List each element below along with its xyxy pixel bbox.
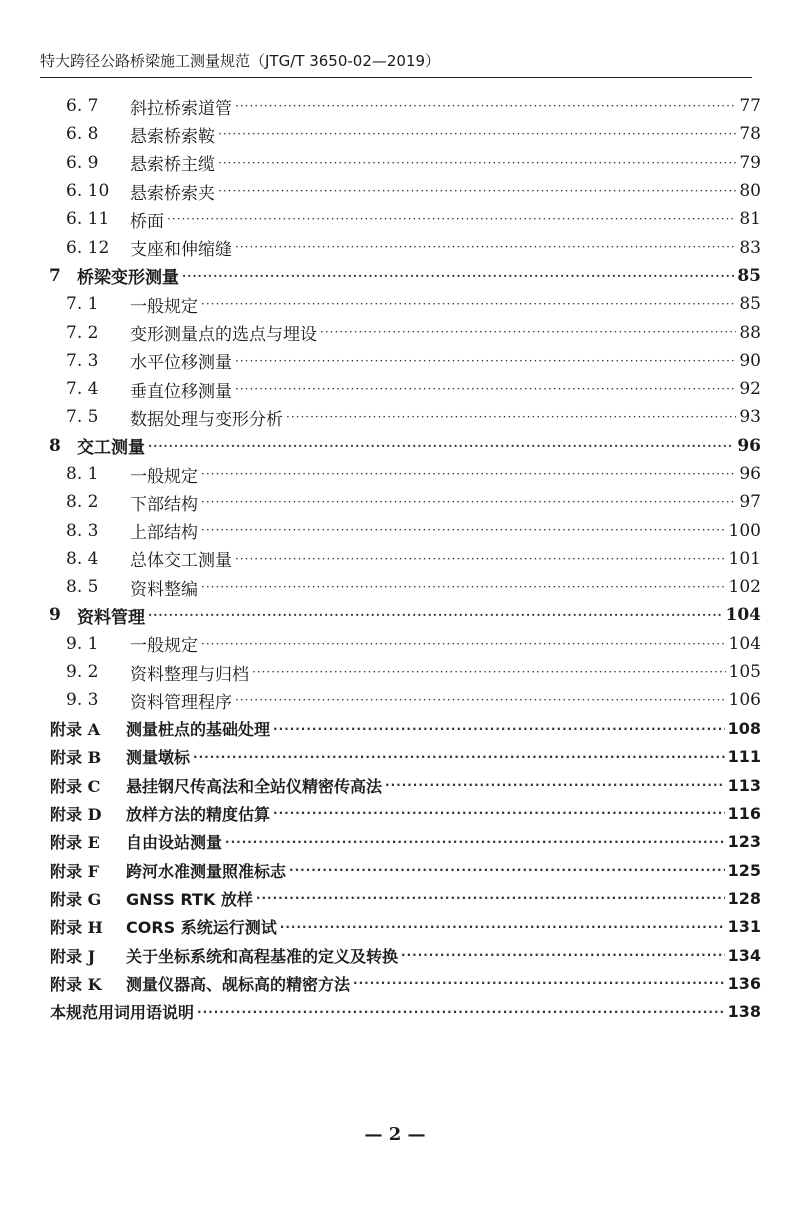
toc-entry-title: 下部结构: [130, 494, 198, 515]
running-header: 特大跨径公路桥梁施工测量规范（JTG/T 3650-02—2019）: [40, 52, 441, 70]
toc-entry[interactable]: [0, 884, 790, 912]
toc-entry-page: 106: [728, 690, 761, 711]
toc-entry[interactable]: [0, 149, 790, 177]
toc-entry-number: 附录 H: [50, 918, 103, 938]
dot-leader: [197, 998, 725, 1026]
toc-entry-page: 96: [739, 464, 761, 484]
toc-entry-title: 悬索桥主缆: [130, 155, 215, 176]
toc-entry-number: 附录 F: [50, 861, 99, 881]
toc-entry-page: 123: [727, 832, 761, 852]
toc-entry-title: 测量墩标: [126, 748, 191, 768]
toc-entry-number: 8. 2: [66, 492, 99, 513]
toc-entry-title: CORS 系统运行测试: [126, 918, 277, 938]
toc-entry-title: 上部结构: [130, 523, 198, 544]
dot-leader: [218, 120, 736, 148]
toc-entry-title: 悬索桥索夹: [130, 183, 215, 204]
toc-entry-number: 附录 C: [50, 776, 101, 796]
toc-entry-page: 88: [739, 322, 761, 343]
toc-entry-page: 131: [727, 917, 761, 937]
toc-entry-number: 7. 3: [66, 350, 99, 371]
toc-entry[interactable]: [0, 913, 790, 941]
toc-entry-page: 80: [739, 181, 761, 202]
toc-entry[interactable]: [0, 205, 790, 233]
dot-leader: [218, 149, 736, 177]
toc-entry-number: 9. 3: [66, 690, 99, 711]
dot-leader: [235, 92, 736, 120]
toc-entry-page: 85: [737, 265, 761, 286]
toc-entry[interactable]: [0, 941, 790, 969]
toc-entry-number: 8. 1: [66, 464, 99, 484]
toc-entry-page: 125: [727, 860, 761, 880]
toc-entry-title: 交工测量: [77, 438, 145, 459]
toc-entry-page: 85: [739, 294, 761, 315]
toc-entry-title: 本规范用词用语说明: [50, 1003, 195, 1023]
toc-entry-number: 附录 G: [50, 889, 102, 909]
toc-entry-page: 128: [727, 888, 761, 908]
toc-entry-page: 138: [727, 1002, 761, 1022]
toc-entry-page: 78: [739, 124, 761, 145]
toc-entry-number: 6. 8: [66, 124, 99, 145]
toc-entry-title: 资料整编: [130, 579, 198, 600]
toc-entry[interactable]: [0, 488, 790, 516]
toc-entry-page: 97: [739, 492, 761, 513]
toc-entry[interactable]: [0, 318, 790, 346]
toc-entry-title: 一般规定: [130, 466, 198, 487]
toc-entry-page: 108: [727, 719, 761, 739]
toc-entry[interactable]: [0, 92, 790, 120]
toc-entry[interactable]: [0, 630, 790, 658]
toc-entry-title: 资料管理程序: [130, 692, 232, 713]
dot-leader: [235, 545, 726, 573]
toc-entry-number: 6. 9: [66, 152, 99, 173]
toc-entry-page: 104: [728, 633, 761, 654]
toc-entry-number: 8. 3: [66, 520, 99, 541]
toc-entry-title: 关于坐标系统和高程基准的定义及转换: [126, 946, 399, 966]
toc-entry[interactable]: [0, 856, 790, 884]
toc-entry-title: 悬索桥索鞍: [130, 126, 215, 147]
toc-entry-title: 资料管理: [77, 607, 145, 628]
toc-entry-page: 113: [727, 775, 761, 795]
toc-entry-number: 7: [49, 265, 61, 286]
dot-leader: [182, 262, 734, 290]
toc-entry[interactable]: [0, 545, 790, 573]
toc-entry-page: 136: [727, 973, 761, 993]
toc-entry-number: 8: [49, 435, 61, 456]
toc-entry-number: 6. 11: [66, 209, 110, 230]
toc-entry[interactable]: [0, 177, 790, 205]
dot-leader: [289, 856, 725, 884]
toc-entry-title: 自由设站测量: [126, 833, 223, 853]
header-rule: [40, 77, 752, 78]
dot-leader: [353, 969, 725, 997]
toc-entry-title: 桥面: [130, 211, 164, 232]
dot-leader: [193, 743, 725, 771]
toc-entry-number: 附录 J: [50, 946, 96, 966]
toc-entry[interactable]: [0, 347, 790, 375]
toc-entry-number: 7. 2: [66, 322, 99, 343]
toc-entry-page: 92: [739, 379, 761, 400]
toc-entry[interactable]: [0, 120, 790, 148]
dot-leader: [201, 573, 726, 601]
toc-entry-page: 116: [727, 804, 761, 824]
toc-entry-title: 变形测量点的选点与埋设: [130, 325, 317, 346]
dot-leader: [280, 913, 725, 941]
toc-entry[interactable]: [0, 375, 790, 403]
toc-entry-number: 附录 D: [50, 805, 102, 825]
toc-entry[interactable]: [0, 460, 790, 488]
toc-entry[interactable]: [0, 403, 790, 431]
toc-entry-number: 7. 5: [66, 407, 99, 428]
toc-entry-title: 一般规定: [130, 296, 198, 317]
toc-entry-page: 104: [725, 605, 761, 626]
toc-entry-page: 93: [739, 407, 761, 428]
toc-entry[interactable]: [0, 715, 790, 743]
toc-entry[interactable]: [0, 573, 790, 601]
toc-entry-number: 附录 K: [50, 974, 102, 994]
dot-leader: [273, 715, 725, 743]
dot-leader: [148, 432, 734, 460]
toc-entry-number: 8. 5: [66, 577, 99, 598]
toc-entry-number: 7. 4: [66, 379, 99, 400]
toc-entry[interactable]: [0, 290, 790, 318]
dot-leader: [235, 347, 736, 375]
toc-entry[interactable]: [0, 828, 790, 856]
toc-entry-title: 总体交工测量: [130, 551, 232, 572]
dot-leader: [201, 488, 736, 516]
toc-entry-page: 134: [727, 945, 761, 965]
dot-leader: [273, 799, 725, 827]
page-number: — 2 —: [364, 1124, 426, 1145]
toc-entry-title: 资料整理与归档: [130, 664, 249, 685]
dot-leader: [256, 884, 725, 912]
toc-entry[interactable]: [0, 771, 790, 799]
toc-entry-title: 桥梁变形测量: [77, 268, 179, 289]
dot-leader: [235, 686, 726, 714]
toc-entry-title: 悬挂钢尺传高法和全站仪精密传高法: [126, 776, 383, 796]
toc-entry-title: 放样方法的精度估算: [126, 805, 271, 825]
toc-entry-title: 测量仪器高、觇标高的精密方法: [126, 974, 351, 994]
toc-entry-number: 附录 A: [50, 720, 100, 740]
toc-entry-title: 测量桩点的基础处理: [126, 720, 271, 740]
toc-entry-number: 9. 2: [66, 662, 99, 683]
dot-leader: [235, 375, 736, 403]
dot-leader: [320, 318, 736, 346]
toc-entry-page: 96: [737, 435, 761, 456]
toc-entry-page: 83: [739, 237, 761, 258]
toc-entry-page: 77: [739, 96, 761, 117]
toc-entry-page: 105: [728, 662, 761, 683]
toc-entry-title: GNSS RTK 放样: [126, 889, 253, 909]
toc-entry-number: 8. 4: [66, 548, 99, 569]
toc-entry-page: 102: [728, 577, 761, 598]
dot-leader: [201, 516, 726, 544]
dot-leader: [401, 941, 725, 969]
dot-leader: [252, 658, 726, 686]
toc-entry[interactable]: [0, 686, 790, 714]
toc-entry-page: 81: [739, 209, 761, 230]
table-of-contents: [0, 92, 790, 1026]
toc-entry-title: 斜拉桥索道管: [130, 98, 232, 119]
toc-entry-number: 9: [49, 605, 61, 626]
toc-entry-title: 一般规定: [130, 636, 198, 657]
toc-entry-number: 附录 B: [50, 748, 102, 768]
dot-leader: [167, 205, 736, 233]
dot-leader: [148, 601, 723, 629]
toc-entry[interactable]: [0, 743, 790, 771]
toc-entry[interactable]: [0, 658, 790, 686]
toc-entry-number: 附录 E: [50, 833, 100, 853]
toc-entry-page: 100: [728, 520, 761, 541]
toc-entry-title: 水平位移测量: [130, 353, 232, 374]
toc-entry[interactable]: [0, 969, 790, 997]
toc-entry-page: 79: [739, 152, 761, 173]
toc-entry[interactable]: [0, 799, 790, 827]
toc-entry-number: 6. 12: [66, 237, 110, 258]
toc-entry-title: 跨河水准测量照准标志: [126, 861, 287, 881]
toc-entry-title: 垂直位移测量: [130, 381, 232, 402]
toc-entry-number: 6. 7: [66, 96, 99, 117]
toc-entry[interactable]: [0, 233, 790, 261]
toc-entry-title: 支座和伸缩缝: [130, 240, 232, 261]
toc-entry[interactable]: [0, 262, 790, 290]
toc-entry-title: 数据处理与变形分析: [130, 409, 283, 430]
dot-leader: [225, 828, 725, 856]
toc-entry-page: 101: [728, 548, 761, 569]
dot-leader: [286, 403, 736, 431]
dot-leader: [385, 771, 725, 799]
toc-entry[interactable]: [0, 601, 790, 629]
toc-entry[interactable]: [0, 998, 790, 1026]
toc-entry-page: 90: [739, 350, 761, 371]
toc-entry-number: 7. 1: [66, 294, 99, 315]
toc-entry[interactable]: [0, 516, 790, 544]
dot-leader: [218, 177, 736, 205]
toc-entry-page: 111: [727, 747, 761, 767]
dot-leader: [201, 290, 736, 318]
dot-leader: [201, 460, 736, 488]
toc-entry[interactable]: [0, 432, 790, 460]
dot-leader: [201, 630, 726, 658]
dot-leader: [235, 233, 736, 261]
toc-entry-number: 6. 10: [66, 181, 110, 202]
toc-entry-number: 9. 1: [66, 633, 99, 654]
